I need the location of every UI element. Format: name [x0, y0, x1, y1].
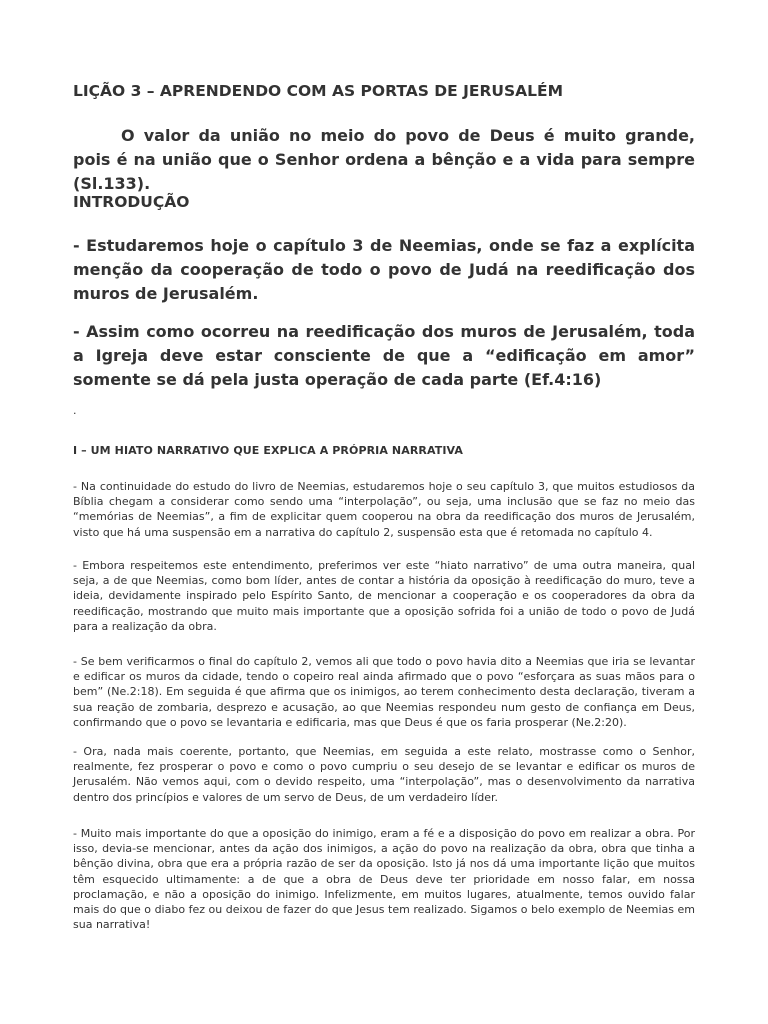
section-paragraph: - Muito mais importante do que a oposição do inimigo, eram a fé e a disposição do povo em realizar a obra. Por isso, devia-se mencionar, antes da ação dos inimigos, a ação do povo na realização da obra, obra que tinha a bênção divina, obra que era a própria razão de ser da oposição. Isto já nos dá uma importante lição que muitos têm esquecido ultimamente: a de que a obra de Deus deve ter prioridade em nosso falar, em nossa proclamação, e não a oposição do inimigo. Infelizmente, em muitos lugares, atualmente, temos ouvido falar mais do que o diabo fez ou deixou de fazer do que Jesus tem realizado. Sigamos o belo exemplo de Neemias em sua narrativa! [73, 827, 695, 932]
lesson-title: LIÇÃO 3 – APRENDENDO COM AS PORTAS DE JERUSALÉM [73, 82, 564, 100]
section-paragraph: - Embora respeitemos este entendimento, preferimos ver este “hiato narrativo” de uma outra maneira, qual seja, a de que Neemias, como bom líder, antes de contar a história da oposição à reedificação do muro, teve a ideia, devidamente inspirado pelo Espírito Santo, de mencionar a cooperação e os cooperadores da obra da reedificação, mostrando que muito mais importante que a oposição sofrida foi a união de todo o povo de Judá para a realização da obra. [73, 559, 695, 633]
intro-paragraph: O valor da união no meio do povo de Deus é muito grande, pois é na união que o Senhor ordena a bênção e a vida para sempre (Sl.133). [73, 126, 695, 193]
intro-heading: INTRODUÇÃO [73, 193, 190, 211]
section-title: I – UM HIATO NARRATIVO QUE EXPLICA A PRÓPRIA NARRATIVA [73, 444, 464, 457]
section-paragraph: - Na continuidade do estudo do livro de Neemias, estudaremos hoje o seu capítulo 3, que muitos estudiosos da Bíblia chegam a considerar como sendo uma “interpolação”, ou seja, uma inclusão que se faz no meio das “memórias de Neemias”, a fim de explicitar quem cooperou na obra da reedificação dos muros de Jerusalém, visto que há uma suspensão em a narrativa do capítulo 2, suspensão esta que é retomada no capítulo 4. [73, 480, 695, 539]
section-paragraph: - Se bem verificarmos o final do capítulo 2, vemos ali que todo o povo havia dito a Neemias que iria se levantar e edificar os muros da cidade, tendo o copeiro real ainda afirmado que o povo “esforçara as suas mãos para o bem” (Ne.2:18). Em seguida é que afirma que os inimigos, ao terem conhecimento desta declaração, tiveram a sua reação de zombaria, desprezo e acusação, ao que Neemias respondeu num gesto de confiança em Deus, confirmando que o povo se levantaria e edificaria, mas que Deus é que os faria prosperar (Ne.2:20). [73, 655, 695, 729]
section-paragraph: - Ora, nada mais coerente, portanto, que Neemias, em seguida a este relato, mostrasse como o Senhor, realmente, fez prosperar o povo e como o povo cumpriu o seu desejo de se levantar e edificar os muros de Jerusalém. Não vemos aqui, com o devido respeito, uma “interpolação”, mas o desenvolvimento da narrativa dentro dos princípios e valores de um servo de Deus, de um verdadeiro líder. [73, 745, 695, 804]
bold-paragraph: - Assim como ocorreu na reedificação dos muros de Jerusalém, toda a Igreja deve estar consciente de que a “edificação em amor” somente se dá pela justa operação de cada parte (Ef.4:16) [73, 322, 695, 389]
separator-dot: . [73, 404, 77, 417]
bold-paragraph: - Estudaremos hoje o capítulo 3 de Neemias, onde se faz a explícita menção da cooperação de todo o povo de Judá na reedificação dos muros de Jerusalém. [73, 236, 695, 303]
